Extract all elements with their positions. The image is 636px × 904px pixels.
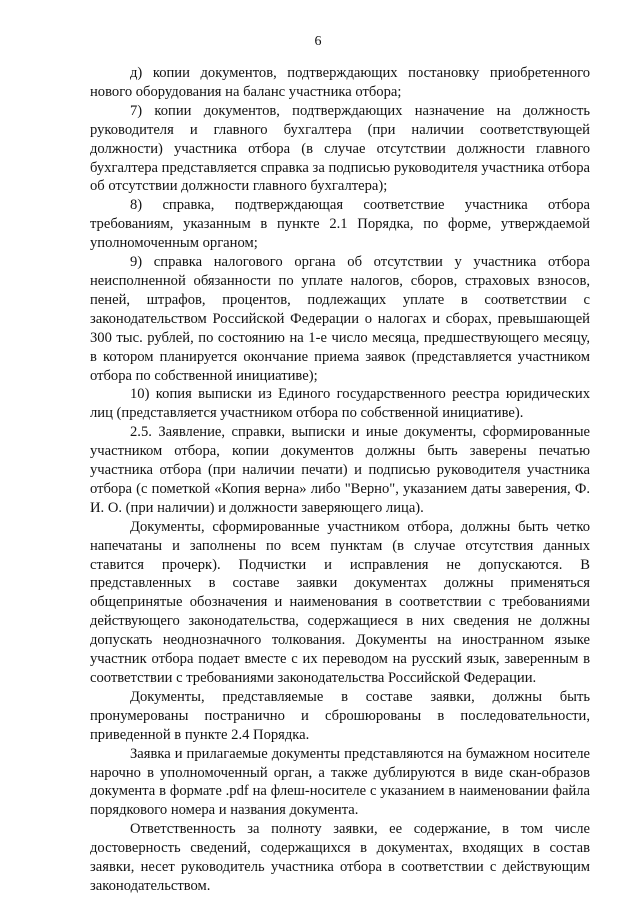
paragraph-document-requirements: Документы, сформированные участником отбора, должны быть четко напечатаны и заполнены по всем пунктам (в случае отсутствия данных ставится прочерк). Подчистки и исправления не допускаются. В представленных в составе заявки документах должны применяться общепринятые обозначения и наименования в соответствии с требованиями действующего законодательства, содержащиеся в них сведения не должны допускать неоднозначного толкования. Документы на иностранном языке участник отбора подает вместе с их переводом на русский язык, заверенным в соответствии с требованиями законодательства Российской Федерации. [90,518,590,686]
paragraph-item-10: 10) копия выписки из Единого государственного реестра юридических лиц (представляется участником отбора по собственной инициативе). [90,386,590,422]
paragraph-responsibility: Ответственность за полноту заявки, ее содержание, в том числе достоверность сведений, содержащихся в документах, входящих в состав заявки, несет руководитель участника отбора в соответствии с действующим законодательством. [90,821,590,894]
paragraph-numbering: Документы, представляемые в составе заявки, должны быть пронумерованы постранично и сброшюрованы в последовательности, приведенной в пункте 2.4 Порядка. [90,688,590,743]
paragraph-section-2-5: 2.5. Заявление, справки, выписки и иные документы, сформированные участником отбора, копии документов должны быть заверены печатью участника отбора (при наличии печати) и подписью руководителя участника отбора (с пометкой «Копия верна» либо "Верно", указанием даты заверения, Ф. И. О. (при наличии) и должности заверяющего лица). [90,424,590,516]
paragraph-item-7: 7) копии документов, подтверждающих назначение на должность руководителя и главного бухгалтера (при наличии соответствующей должности) участника отбора (в случае отсутствии должности главного бухгалтера представляется справка за подписью руководителя участника отбора об отсутствии должности главного бухгалтера); [90,102,590,195]
document-body [90,64,590,896]
paragraph-submission: Заявка и прилагаемые документы представляются на бумажном носителе нарочно в уполномоченный орган, а также дублируются в виде скан-образов документа в формате .pdf на флеш-носителе с указанием в наименовании файла порядкового номера и названия документа. [90,745,590,819]
paragraph-item-8: 8) справка, подтверждающая соответствие участника отбора требованиям, указанным в пункте 2.1 Порядка, по форме, утверждаемой уполномоченным органом; [90,197,590,252]
paragraph-item-9: 9) справка налогового органа об отсутствии у участника отбора неисполненной обязанности по уплате налогов, сборов, страховых взносов, пеней, штрафов, процентов, подлежащих уплате в соответствии с законодательством Российской Федерации о налогах и сборах, превышающей 300 тыс. рублей, по состоянию на 1-е число месяца, предшествующего месяцу, в котором планируется окончание приема заявок (представляется участником отбора по собственной инициативе); [90,254,590,384]
page-number: 6 [314,34,322,49]
paragraph-item-d: д) копии документов, подтверждающих постановку приобретенного нового оборудования на баланс участника отбора; [90,65,590,100]
